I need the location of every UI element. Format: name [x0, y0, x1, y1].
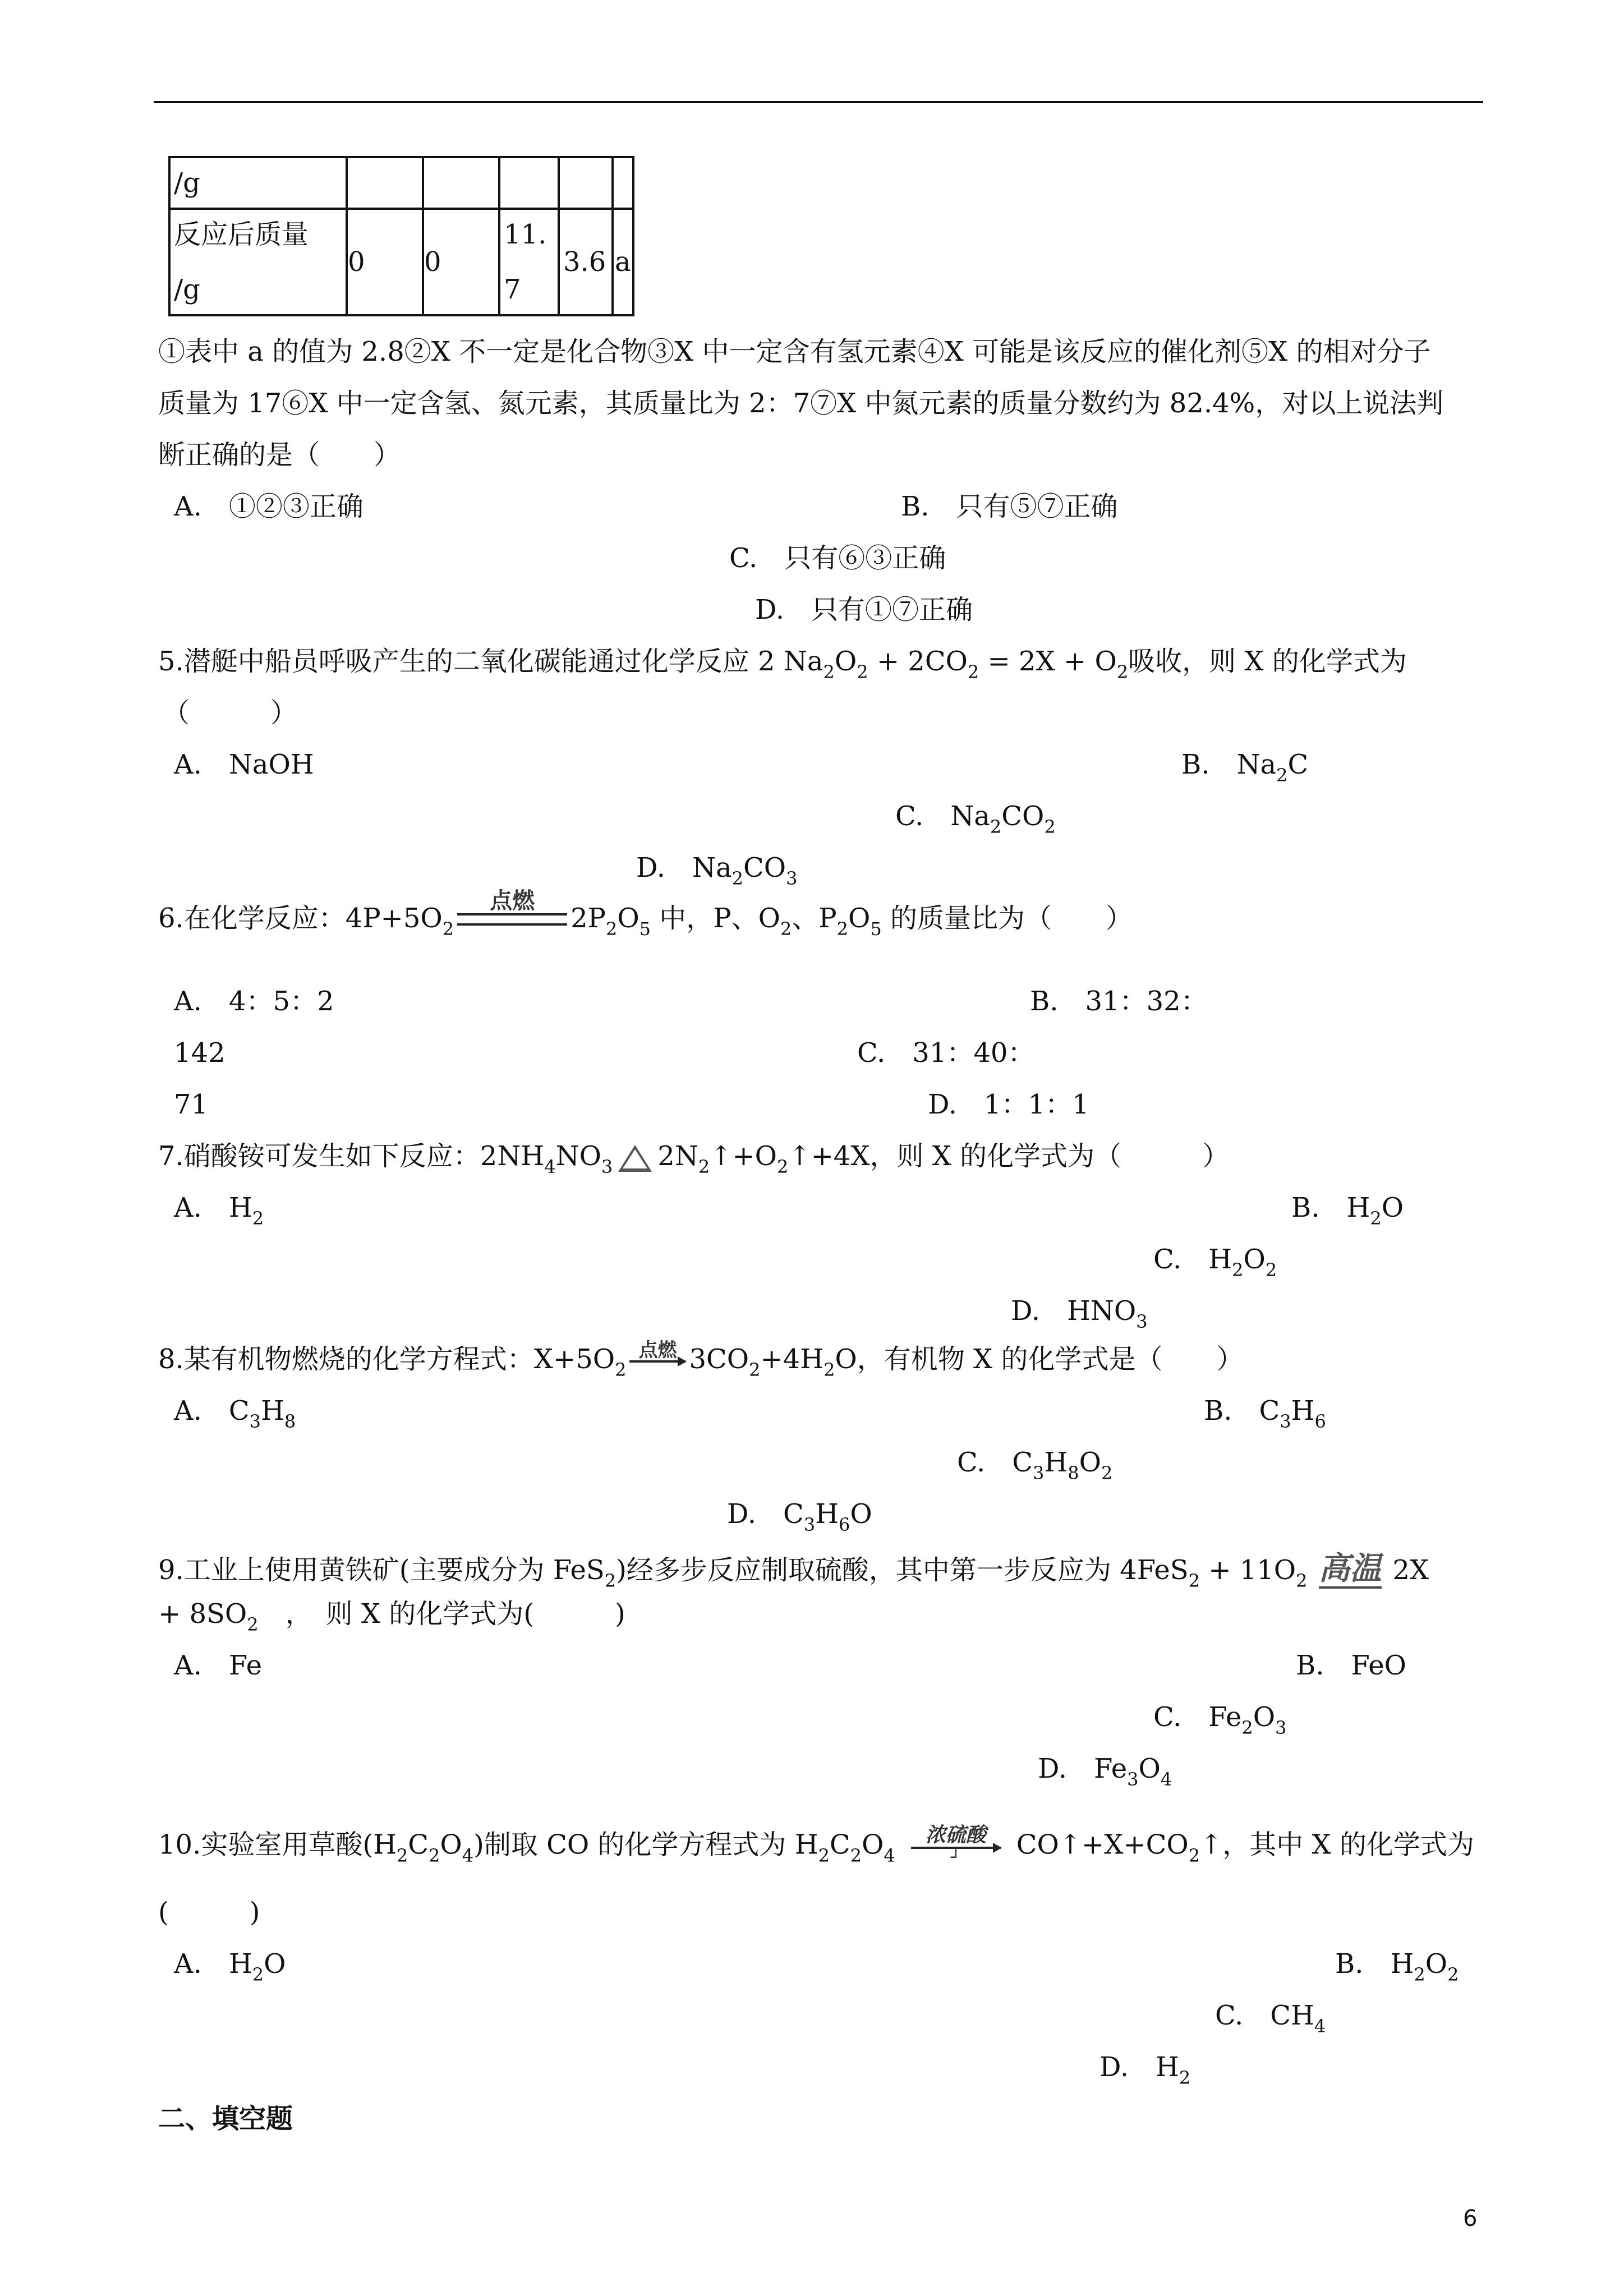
q4-option-b[interactable]: B. 只有⑤⑦正确 [901, 491, 1118, 522]
q9-stem-line2: + $8SO_2$ ， 则 X 的化学式为( ) [158, 1598, 625, 1635]
q7-option-b[interactable]: B. $H_2O$ [1291, 1192, 1404, 1229]
q7-option-d[interactable]: D. $HNO_3$ [1011, 1295, 1148, 1332]
q5-option-c[interactable]: C. $Na_2CO_2$ [895, 800, 1056, 838]
q4-statement-line1: ①表中 a 的值为 2.8②X 不一定是化合物③X 中一定含有氢元素④X 可能是该反应的催化剂⑤X 的相对分子 [158, 336, 1431, 367]
table-row-label: 反应后质量 /g [169, 209, 347, 315]
reaction-arrow-acid: 浓硫酸 ┘ [911, 1824, 1001, 1867]
q5-option-b[interactable]: B. $Na_2C$ [1181, 749, 1309, 786]
q9-stem-line1: 9.工业上使用黄铁矿(主要成分为 FeS$_2$)经多步反应制取硫酸，其中第一步反应为 $4FeS_2 + 11O_2$ 高温 2X [158, 1550, 1429, 1591]
table-cell [423, 157, 499, 209]
high-temperature-condition: 高温 [1319, 1552, 1382, 1589]
q4-option-c[interactable]: C. 只有⑥③正确 [729, 542, 946, 574]
q5-blank: （ ） [163, 697, 298, 729]
q6-option-b[interactable]: B. 31：32： [1030, 986, 1208, 1017]
table-cell: 0 [423, 209, 499, 315]
q10-option-b[interactable]: B. $H_2O_2$ [1335, 1948, 1459, 1985]
q6-option-d[interactable]: D. 1：1：1 [928, 1089, 1089, 1120]
table-cell [499, 157, 559, 209]
q10-option-c[interactable]: C. $CH_4$ [1215, 2000, 1326, 2037]
q10-stem: 10.实验室用草酸$(H_2C_2O_4)$制取 CO 的化学方程式为 $H_2C_2O_4$ 浓硫酸 ┘ $CO↑+X+CO_2↑$，其中 X 的化学式为 [158, 1824, 1474, 1867]
q4-statement-line2: 质量为 17⑥X 中一定含氢、氮元素，其质量比为 2：7⑦X 中氮元素的质量分数约为 82.4%，对以上说法判 [158, 388, 1444, 419]
table-cell [613, 157, 633, 209]
q10-option-d[interactable]: D. $H_2$ [1099, 2051, 1191, 2088]
table-cell [559, 157, 613, 209]
table-cell [347, 157, 423, 209]
q6-stem: 6.在化学反应：$4P+5O_2$ 点燃 $2P_2O_5$ 中，P、$O_2$、$P_2O_5$ 的质量比为（ ） [158, 887, 1133, 940]
q9-option-a[interactable]: A. Fe [174, 1650, 263, 1681]
page-number: 6 [1463, 2206, 1478, 2231]
heat-triangle-icon [618, 1145, 652, 1172]
q10-blank: ( ) [158, 1897, 260, 1928]
q8-option-a[interactable]: A. $C_3H_8$ [174, 1395, 296, 1432]
reaction-arrow-ignite: 点燃 [629, 1340, 686, 1363]
q4-statement-line3: 断正确的是（ ） [158, 439, 401, 471]
q5-option-d[interactable]: D. $Na_2CO_3$ [636, 852, 798, 889]
q6-option-c[interactable]: C. 31：40： [857, 1037, 1035, 1069]
q8-stem: 8.某有机物燃烧的化学方程式：$X+5O_2$ 点燃 $3CO_2+4H_2O$，有机物 X 的化学式是（ ） [158, 1338, 1244, 1381]
q8-option-d[interactable]: D. $C_3H_6O$ [727, 1498, 872, 1535]
q5-stem: 5.潜艇中船员呼吸产生的二氧化碳能通过化学反应 2 $Na_2O_2 + 2CO_2 = 2X + O_2$吸收，则 X 的化学式为 [158, 646, 1407, 683]
q9-option-c[interactable]: C. $Fe_2O_3$ [1153, 1701, 1287, 1738]
q7-option-c[interactable]: C. $H_2O_2$ [1153, 1244, 1277, 1281]
table-cell: a [613, 209, 633, 315]
q4-option-d[interactable]: D. 只有①⑦正确 [755, 594, 973, 625]
q4-option-a[interactable]: A. ①②③正确 [174, 491, 364, 522]
q9-option-d[interactable]: D. $Fe_3O_4$ [1038, 1753, 1172, 1790]
q7-option-a[interactable]: A. $H_2$ [174, 1192, 264, 1229]
table-cell: 3.6 [559, 209, 613, 315]
q6-option-b-cont: 142 [174, 1037, 226, 1069]
q7-stem: 7.硝酸铵可发生如下反应：$2NH_4NO_3$ $2N_2↑+O_2↑+4X$，则 X 的化学式为（ ） [158, 1140, 1230, 1177]
mass-table [168, 156, 634, 316]
q6-option-c-cont: 71 [174, 1089, 209, 1120]
section-title: 二、填空题 [158, 2103, 293, 2134]
q5-option-a[interactable]: A. NaOH [174, 749, 314, 780]
q6-option-a[interactable]: A. 4：5：2 [174, 986, 334, 1017]
q9-option-b[interactable]: B. FeO [1296, 1650, 1406, 1681]
header-rule [154, 101, 1483, 103]
reaction-arrow-ignite: 点燃 [457, 889, 567, 926]
table-cell: /g [169, 157, 347, 209]
table-cell: 11. 7 [499, 209, 559, 315]
table-cell: 0 [347, 209, 423, 315]
q8-option-c[interactable]: C. $C_3H_8O_2$ [957, 1447, 1113, 1484]
q10-option-a[interactable]: A. $H_2O$ [174, 1948, 286, 1985]
q8-option-b[interactable]: B. $C_3H_6$ [1204, 1395, 1326, 1432]
